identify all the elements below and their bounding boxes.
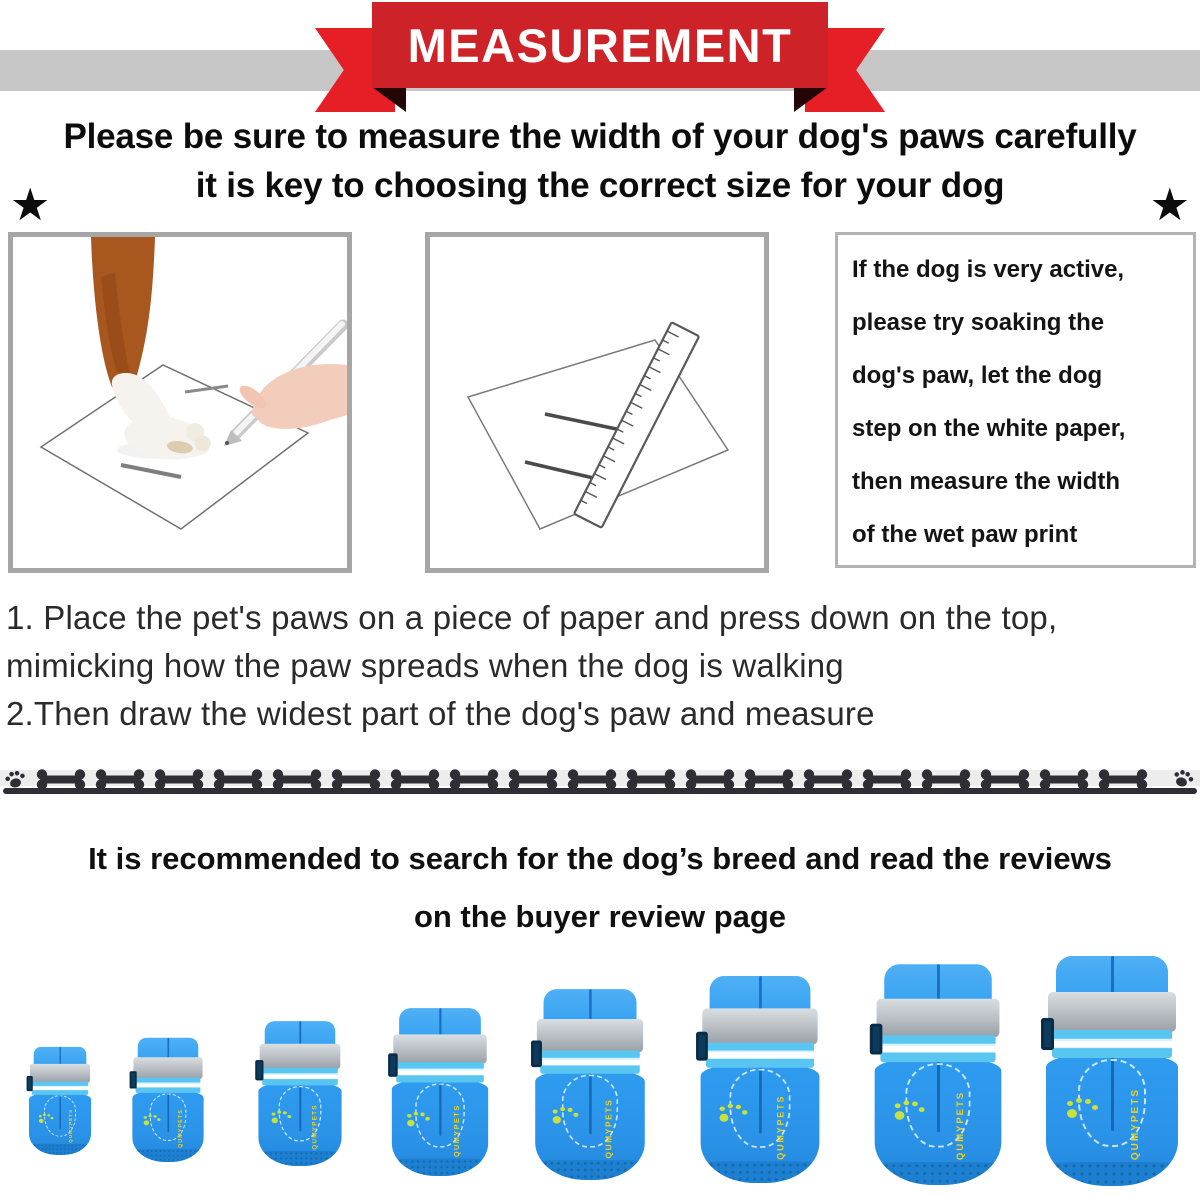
paw-print-logo-icon bbox=[407, 1120, 414, 1127]
boot-velcro-band bbox=[396, 1062, 484, 1082]
boot-sole bbox=[1046, 1162, 1178, 1186]
boot-brand-label: QUMYPETS bbox=[604, 1098, 615, 1159]
boot-body bbox=[258, 1083, 341, 1166]
note-line-4: step on the white paper, bbox=[852, 415, 1126, 442]
boot-velcro-band bbox=[32, 1082, 88, 1095]
boot-buckle bbox=[1041, 1018, 1054, 1050]
boots-row bbox=[0, 920, 1200, 1195]
boot-buckle bbox=[531, 1041, 542, 1068]
ruler-drawing bbox=[430, 237, 764, 568]
boot-sole bbox=[392, 1158, 488, 1176]
recommendation-line-2: on the buyer review page bbox=[413, 899, 787, 934]
boot-reflective-strap bbox=[877, 999, 1000, 1037]
boot-body bbox=[29, 1093, 91, 1155]
boot-reflective-strap bbox=[30, 1064, 90, 1083]
page-title bbox=[0, 112, 1200, 210]
paw-print-logo-icon bbox=[39, 1119, 44, 1123]
boot-reflective-strap bbox=[537, 1019, 643, 1052]
boot-velcro-band bbox=[880, 1035, 995, 1062]
boot-brand-label: QUMYPETS bbox=[68, 1109, 74, 1143]
note-line-1: If the dog is very active, bbox=[852, 256, 1125, 283]
boot-sole bbox=[132, 1149, 203, 1162]
paw-tracing-illustration bbox=[8, 232, 352, 573]
heading-line-1: Please be sure to measure the width of your dog's paws carefully bbox=[63, 117, 1137, 156]
boot-buckle bbox=[130, 1071, 137, 1088]
recommendation-line-1: It is recommended to search for the dog’s breed and read the reviews bbox=[88, 841, 1112, 876]
boot-body bbox=[392, 1080, 488, 1176]
boot-body bbox=[535, 1070, 645, 1180]
boot-sole bbox=[875, 1162, 1002, 1185]
boot-body bbox=[132, 1091, 203, 1162]
boot-sole bbox=[535, 1160, 645, 1180]
boot-reflective-strap bbox=[393, 1034, 486, 1063]
boot-body bbox=[1046, 1054, 1178, 1186]
boot-buckle bbox=[255, 1060, 263, 1080]
ribbon-banner bbox=[372, 2, 828, 88]
step-line-3: 2.Then draw the widest part of the dog's paw and measure bbox=[6, 695, 875, 732]
dog-boot-3 bbox=[256, 1021, 344, 1166]
paw-print-logo-icon bbox=[720, 1114, 729, 1122]
note-line-5: then measure the width bbox=[852, 468, 1121, 495]
note-line-6: of the wet paw print bbox=[852, 521, 1078, 548]
boot-velcro-band bbox=[136, 1078, 201, 1093]
boot-buckle bbox=[870, 1024, 882, 1055]
dog-boot-4 bbox=[389, 1008, 491, 1176]
measurement-steps bbox=[6, 594, 1200, 738]
boot-velcro-band bbox=[540, 1051, 640, 1074]
boot-sole bbox=[29, 1144, 91, 1155]
boot-buckle bbox=[388, 1053, 397, 1076]
dog-boot-8 bbox=[1042, 956, 1182, 1186]
boot-velcro-band bbox=[1052, 1030, 1172, 1058]
dog-boot-7 bbox=[871, 964, 1005, 1185]
bone-divider bbox=[0, 767, 1200, 797]
heading-line-2: it is key to choosing the correct size for your dog bbox=[195, 166, 1005, 205]
boot-brand-label: QUMYPETS bbox=[955, 1091, 966, 1161]
paw-print-logo-icon bbox=[272, 1118, 278, 1124]
boot-buckle bbox=[696, 1032, 708, 1061]
banner-title: MEASUREMENT bbox=[407, 18, 793, 72]
paw-tracing-drawing bbox=[13, 237, 347, 568]
note-line-3: dog's paw, let the dog bbox=[852, 362, 1103, 389]
boot-body bbox=[875, 1058, 1002, 1185]
boot-brand-label: QUMYPETS bbox=[1130, 1088, 1142, 1161]
boot-velcro-band bbox=[706, 1043, 814, 1068]
dog-boot-2 bbox=[130, 1038, 206, 1162]
boot-sole bbox=[258, 1151, 341, 1166]
step-line-1: 1. Place the pet's paws on a piece of paper and press down on the top, bbox=[6, 599, 1058, 636]
paw-print-logo-icon bbox=[144, 1121, 149, 1126]
star-left-icon: ★ bbox=[10, 179, 51, 230]
dog-boot-5 bbox=[532, 989, 648, 1180]
dog-boot-6 bbox=[697, 976, 823, 1183]
boot-buckle bbox=[27, 1076, 33, 1091]
bone-divider-graphic bbox=[0, 767, 1200, 797]
boot-reflective-strap bbox=[702, 1008, 817, 1044]
paw-print-logo-icon bbox=[895, 1112, 905, 1121]
boot-brand-label: QUMYPETS bbox=[776, 1095, 787, 1160]
dog-boot-1 bbox=[27, 1047, 93, 1155]
paw-print-logo-icon bbox=[1067, 1109, 1077, 1118]
boot-brand-label: QUMYPETS bbox=[177, 1109, 184, 1149]
step-line-2: mimicking how the paw spreads when the dog is walking bbox=[6, 647, 844, 684]
boot-body bbox=[701, 1064, 820, 1183]
boot-reflective-strap bbox=[1048, 992, 1176, 1032]
boot-velcro-band bbox=[262, 1068, 338, 1086]
note-line-2: please try soaking the bbox=[852, 309, 1105, 336]
paw-print-logo-icon bbox=[553, 1116, 561, 1123]
ruler-measuring-illustration bbox=[425, 232, 769, 573]
boot-brand-label: QUMYPETS bbox=[311, 1104, 319, 1150]
boot-brand-label: QUMYPETS bbox=[453, 1104, 462, 1158]
star-right-icon: ★ bbox=[1149, 179, 1190, 230]
boot-reflective-strap bbox=[133, 1057, 202, 1079]
active-dog-note bbox=[835, 232, 1196, 568]
boot-sole bbox=[701, 1161, 820, 1183]
boot-reflective-strap bbox=[260, 1044, 341, 1069]
